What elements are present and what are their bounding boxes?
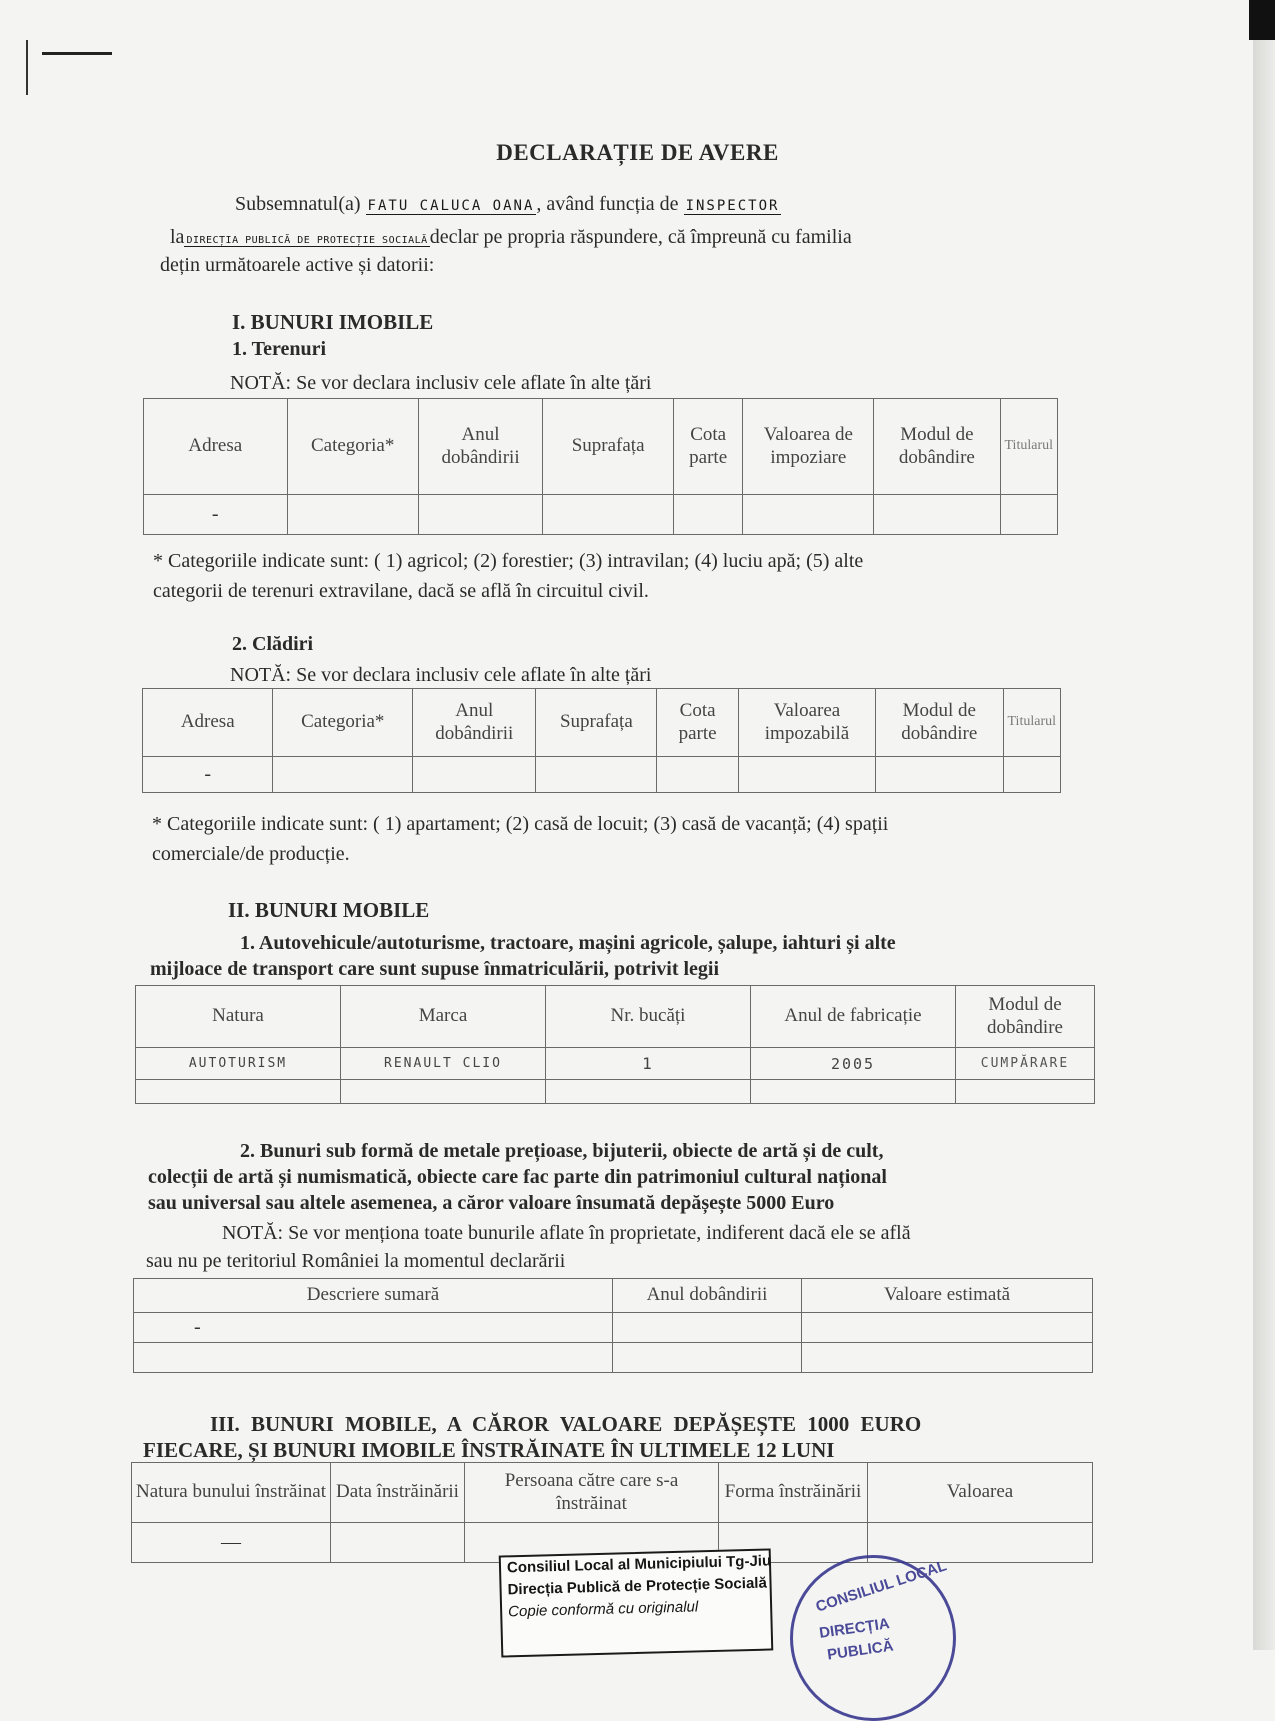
terenuri-nota <box>230 372 652 395</box>
col-natura-bunului: Natura bunului înstrăinat <box>132 1463 331 1523</box>
table-header-row <box>144 399 1058 495</box>
cell-empty-marker <box>132 1523 331 1563</box>
seal-middle-text: DIRECȚIA <box>818 1615 891 1642</box>
col-categoria: Categoria* <box>287 399 418 495</box>
cell-empty-marker <box>143 757 273 793</box>
detin-text: dețin următoarele active și datorii: <box>160 254 435 276</box>
cell-marca: RENAULT CLIO <box>341 1048 546 1080</box>
cell-anul-fabricatie: 2005 <box>751 1048 956 1080</box>
section3-heading-1: III. BUNURI MOBILE, A CĂROR VALOARE DEPĂȘEȘTE 1000 EURO <box>210 1412 922 1436</box>
empty-marker: - <box>194 1316 201 1339</box>
cell-empty-marker <box>134 1313 613 1343</box>
col-adresa: Adresa <box>143 689 273 757</box>
col-natura: Natura <box>136 986 341 1048</box>
table-header-row <box>132 1463 1093 1523</box>
col-modul-dobandire: Modul de dobândire <box>874 399 1000 495</box>
col-titular: Titularul <box>1003 689 1061 757</box>
declarant-function: INSPECTOR <box>685 198 780 214</box>
cladiri-nota <box>230 664 652 687</box>
col-valoarea-impozabila: Valoarea impozabilă <box>738 689 875 757</box>
auto-subheading-1: 1. Autovehicule/autoturisme, tractoare, mașini agricole, șalupe, iahturi și alte <box>240 932 896 954</box>
nota-label: NOTĂ: <box>222 1222 284 1244</box>
table-row <box>134 1313 1093 1343</box>
metale-table <box>133 1278 1093 1373</box>
document-title: DECLARAȚIE DE AVERE <box>496 140 779 165</box>
col-cota-parte: Cota parte <box>657 689 739 757</box>
table-header-row <box>134 1279 1093 1313</box>
scan-corner <box>1249 0 1275 40</box>
metale-subheading-1: 2. Bunuri sub formă de metale prețioase, bijuterii, obiecte de artă și de cult, <box>240 1140 884 1162</box>
col-valoare-estimata: Valoare estimată <box>802 1279 1093 1313</box>
col-descriere: Descriere sumară <box>134 1279 613 1313</box>
cell-modul-dobandire: CUMPĂRARE <box>956 1048 1095 1080</box>
intro-line-1 <box>235 193 781 216</box>
autovehicule-table <box>135 985 1095 1104</box>
corner-mark <box>42 52 112 55</box>
cladiri-table <box>142 688 1061 793</box>
intro-line-2 <box>170 226 852 249</box>
section2-heading: II. BUNURI MOBILE <box>228 898 430 922</box>
table-row <box>143 757 1061 793</box>
table-row <box>136 1048 1095 1080</box>
terenuri-subheading: 1. Terenuri <box>232 338 327 360</box>
empty-marker: — <box>221 1531 241 1554</box>
table-header-row <box>136 986 1095 1048</box>
table-row <box>136 1080 1095 1104</box>
auto-subheading-2: mijloace de transport care sunt supuse înmatriculării, potrivit legii <box>150 958 720 980</box>
metale-subheading-2: colecții de artă și numismatică, obiecte care fac parte din patrimoniul cultural național <box>148 1166 887 1188</box>
nota-text: Se vor menționa toate bunurile aflate în proprietate, indiferent dacă ele se află <box>288 1222 911 1244</box>
terenuri-table <box>143 398 1058 535</box>
terenuri-footnote-2: categorii de terenuri extravilane, dacă se află în circuitul civil. <box>153 580 649 602</box>
empty-marker: - <box>211 503 219 526</box>
page-edge <box>1253 0 1275 1650</box>
col-forma-instrainarii: Forma înstrăinării <box>719 1463 868 1523</box>
subsemnatul-label: Subsemnatul(a) <box>235 193 361 215</box>
col-suprafata: Suprafața <box>543 399 674 495</box>
section1-heading: I. BUNURI IMOBILE <box>232 310 434 334</box>
col-anul-dobandirii: Anul dobândirii <box>413 689 536 757</box>
declarant-institution: DIRECȚIA PUBLICĂ DE PROTECȚIE SOCIALĂ <box>186 235 428 246</box>
section3-heading-2: FIECARE, ȘI BUNURI IMOBILE ÎNSTRĂINATE ÎN ULTIMELE 12 LUNI <box>143 1438 835 1462</box>
empty-marker: - <box>204 763 212 786</box>
col-modul-dobandire: Modul de dobândire <box>956 986 1095 1048</box>
nota-label: NOTĂ: <box>230 664 292 686</box>
cladiri-footnote-1: * Categoriile indicate sunt: ( 1) apartament; (2) casă de locuit; (3) casă de vacanță; (4) spații <box>152 813 889 835</box>
nota-text: Se vor declara inclusiv cele aflate în alte țări <box>296 372 652 394</box>
nota-text: Se vor declara inclusiv cele aflate în alte țări <box>296 664 652 686</box>
col-titular: Titularul <box>1000 399 1058 495</box>
declarant-name: FATU CALUCA OANA <box>367 198 535 214</box>
table-header-row <box>143 689 1061 757</box>
cell-nr-bucati: 1 <box>546 1048 751 1080</box>
nota-label: NOTĂ: <box>230 372 292 394</box>
stamp-line-3: Copie conformă cu originalul <box>507 1598 699 1621</box>
col-anul-dobandirii: Anul dobândirii <box>418 399 542 495</box>
cladiri-subheading: 2. Clădiri <box>232 633 314 655</box>
corner-mark-vertical <box>26 40 28 95</box>
col-adresa: Adresa <box>144 399 288 495</box>
col-valoarea: Valoarea de impoziare <box>743 399 874 495</box>
functia-label: , având funcția de <box>536 193 679 215</box>
stamp-line-2: Direcția Publică de Protecție Socială <box>507 1574 768 1599</box>
official-seal <box>790 1555 956 1721</box>
metale-nota <box>222 1222 911 1245</box>
table-row <box>134 1343 1093 1373</box>
table-row <box>144 495 1058 535</box>
instrainate-table <box>131 1462 1093 1563</box>
col-marca: Marca <box>341 986 546 1048</box>
col-modul-dobandire: Modul de dobândire <box>876 689 1003 757</box>
seal-bottom-text: PUBLICĂ <box>826 1637 895 1664</box>
la-label: la <box>170 226 185 248</box>
col-suprafata: Suprafața <box>536 689 657 757</box>
terenuri-footnote-1: * Categoriile indicate sunt: ( 1) agricol; (2) forestier; (3) intravilan; (4) luciu apă; (5) alte <box>153 550 864 572</box>
col-cota-parte: Cota parte <box>673 399 742 495</box>
col-nr-bucati: Nr. bucăți <box>546 986 751 1048</box>
col-valoarea: Valoarea <box>868 1463 1093 1523</box>
col-anul-fabricatie: Anul de fabricație <box>751 986 956 1048</box>
stamp-line-1: Consiliul Local al Municipiului Tg-Jiu <box>506 1552 772 1577</box>
cell-natura: AUTOTURISM <box>136 1048 341 1080</box>
metale-subheading-3: sau universal sau altele asemenea, a căror valoare însumată depășește 5000 Euro <box>148 1192 835 1214</box>
col-anul-dobandirii: Anul dobândirii <box>613 1279 802 1313</box>
cell-empty-marker <box>144 495 288 535</box>
certification-stamp <box>499 1548 774 1657</box>
col-persoana: Persoana către care s-a înstrăinat <box>465 1463 719 1523</box>
col-data-instrainarii: Data înstrăinării <box>331 1463 465 1523</box>
seal-top-text: CONSILIUL LOCAL <box>813 1557 949 1616</box>
cladiri-footnote-2: comerciale/de producție. <box>152 843 350 865</box>
metale-nota-2: sau nu pe teritoriul României la momentul declarării <box>146 1250 566 1272</box>
declar-text: declar pe propria răspundere, că împreună cu familia <box>429 226 852 248</box>
col-categoria: Categoria* <box>273 689 413 757</box>
